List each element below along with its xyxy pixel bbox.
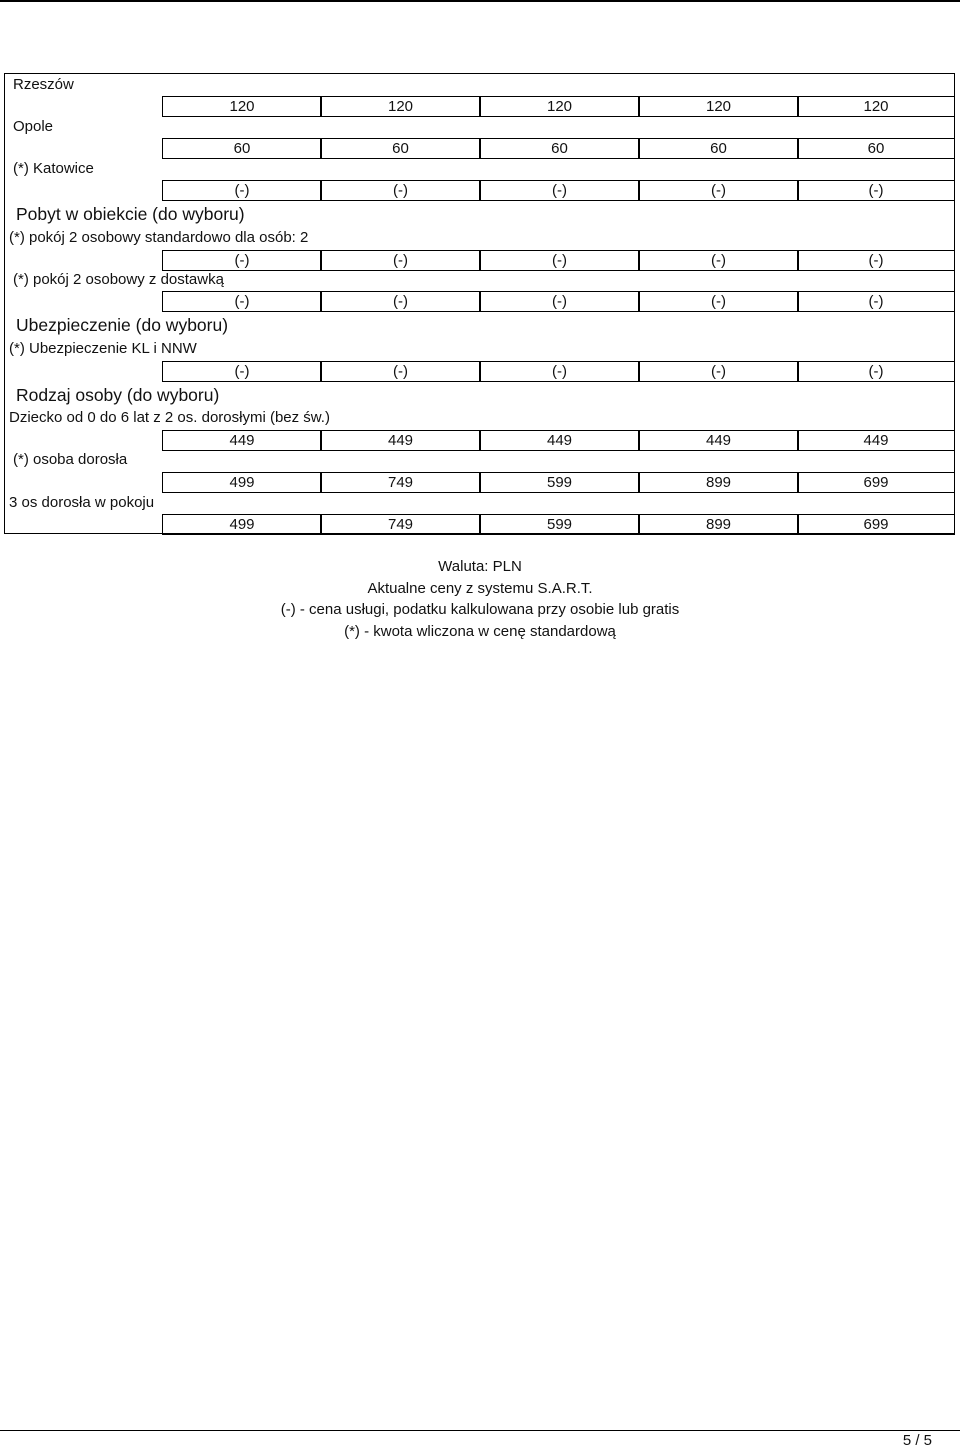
price-cell: 60 <box>797 138 955 159</box>
row-label-child: Dziecko od 0 do 6 lat z 2 os. dorosłymi (bez św.) <box>9 409 330 426</box>
price-cell: 449 <box>479 430 640 451</box>
table-row <box>162 250 955 271</box>
price-cell: (-) <box>162 361 322 382</box>
price-cell: (-) <box>320 291 481 312</box>
price-cell: (-) <box>638 180 799 201</box>
price-cell: 699 <box>797 514 955 535</box>
row-label-three-adults: 3 os dorosła w pokoju <box>9 494 155 511</box>
table-row <box>162 96 955 117</box>
row-label-room-extra-bed: (*) pokój 2 osobowy z dostawką <box>13 271 224 288</box>
source-note: Aktualne ceny z systemu S.A.R.T. <box>367 579 593 597</box>
price-cell: (-) <box>797 291 955 312</box>
price-cell: 899 <box>638 514 799 535</box>
price-cell: 120 <box>479 96 640 117</box>
price-cell: 120 <box>797 96 955 117</box>
price-cell: (-) <box>638 361 799 382</box>
price-cell: 599 <box>479 472 640 493</box>
price-cell: (-) <box>797 250 955 271</box>
price-cell: (-) <box>320 361 481 382</box>
table-row <box>162 138 955 159</box>
price-cell: 449 <box>162 430 322 451</box>
price-cell: (-) <box>479 250 640 271</box>
price-cell: 60 <box>162 138 322 159</box>
price-cell: (-) <box>479 180 640 201</box>
price-cell: (-) <box>797 361 955 382</box>
price-cell: (-) <box>162 291 322 312</box>
table-row <box>162 180 955 201</box>
price-cell: (-) <box>638 250 799 271</box>
table-row <box>162 514 955 535</box>
price-cell: (-) <box>797 180 955 201</box>
top-rule <box>0 0 960 2</box>
price-cell: 120 <box>638 96 799 117</box>
section-heading-insurance: Ubezpieczenie (do wyboru) <box>16 315 229 335</box>
price-cell: (-) <box>162 180 322 201</box>
price-cell: 449 <box>320 430 481 451</box>
legend-star-note: (*) - kwota wliczona w cenę standardową <box>344 622 616 640</box>
price-cell: 449 <box>638 430 799 451</box>
price-cell: 60 <box>320 138 481 159</box>
row-label-insurance: (*) Ubezpieczenie KL i NNW <box>9 340 197 357</box>
page-rule <box>0 1430 960 1431</box>
price-cell: (-) <box>479 291 640 312</box>
price-cell: (-) <box>638 291 799 312</box>
table-row <box>162 472 955 493</box>
price-cell: (-) <box>162 250 322 271</box>
price-cell: 699 <box>797 472 955 493</box>
table-row <box>162 361 955 382</box>
price-cell: (-) <box>320 250 481 271</box>
page-number: 5 / 5 <box>902 1432 932 1449</box>
price-cell: 60 <box>479 138 640 159</box>
price-cell: 499 <box>162 514 322 535</box>
legend-dash-note: (-) - cena usługi, podatku kalkulowana przy osobie lub gratis <box>280 601 680 618</box>
price-cell: (-) <box>320 180 481 201</box>
row-label-adult: (*) osoba dorosła <box>13 451 128 468</box>
row-label-katowice: (*) Katowice <box>13 160 94 177</box>
table-row <box>162 430 955 451</box>
price-cell: 749 <box>320 472 481 493</box>
row-label-rzeszow: Rzeszów <box>13 76 74 93</box>
price-cell: 499 <box>162 472 322 493</box>
price-cell: 899 <box>638 472 799 493</box>
price-cell: 599 <box>479 514 640 535</box>
price-cell: 449 <box>797 430 955 451</box>
section-heading-stay: Pobyt w obiekcie (do wyboru) <box>16 204 245 224</box>
table-row <box>162 291 955 312</box>
row-label-opole: Opole <box>13 118 54 135</box>
price-cell: (-) <box>479 361 640 382</box>
price-cell: 120 <box>320 96 481 117</box>
price-cell: 60 <box>638 138 799 159</box>
section-heading-person-type: Rodzaj osoby (do wyboru) <box>16 385 220 405</box>
price-cell: 749 <box>320 514 481 535</box>
currency-note: Waluta: PLN <box>438 558 522 575</box>
row-label-room-standard: (*) pokój 2 osobowy standardowo dla osób: 2 <box>9 229 309 246</box>
footer-notes <box>0 556 960 642</box>
price-cell: 120 <box>162 96 322 117</box>
